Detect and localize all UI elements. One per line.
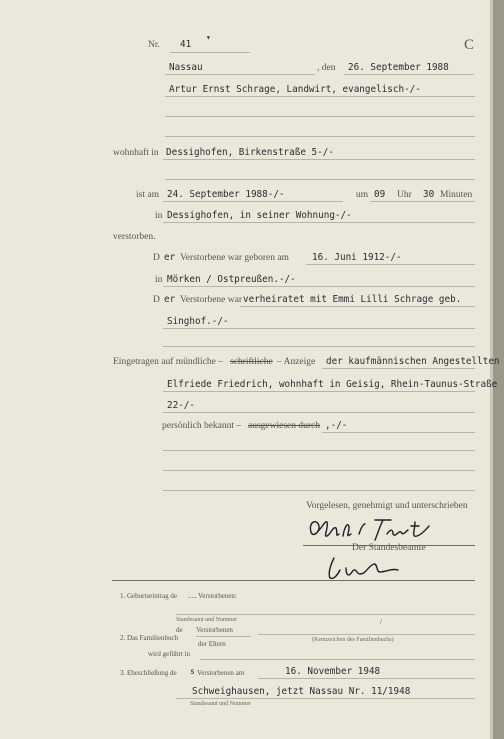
item3-s: s (190, 667, 195, 676)
item3-label: 3. Eheschließung de (120, 669, 177, 677)
residence-value: Dessighofen, Birkenstraße 5-/- (166, 147, 334, 158)
date-underline (344, 74, 474, 75)
um-label: um (356, 190, 369, 200)
official-signature (320, 552, 420, 582)
minuten-label: Minuten (440, 190, 473, 200)
known-underline (322, 432, 475, 433)
registration-label-struck: schriftliche (230, 357, 273, 367)
record-number: 41 (180, 39, 192, 50)
item2-label: 2. Das Familienbuch (120, 634, 179, 642)
death-date-label: ist am (136, 190, 159, 200)
birth-date-underline (306, 264, 475, 265)
informant-line2: Elfriede Friedrich, wohnhaft in Geisig, Rhein-Taunus-Straße (167, 379, 498, 390)
item1-suffix: Verstorbenen: (198, 592, 237, 600)
residence-underline (163, 159, 475, 160)
informant-line1: der kaufmännischen Angestellten (326, 356, 500, 367)
birth-place: Mörken / Ostpreußen.-/- (167, 274, 296, 285)
known-value: ,-/- (325, 420, 348, 431)
official-label: Der Standesbeamte (352, 543, 426, 553)
marriage-value-line2: Singhof.-/- (167, 316, 229, 327)
registration-label-start: Eingetragen auf mündliche – (113, 357, 224, 367)
item2-slash: / (380, 618, 382, 626)
marriage-registration-place: Schweighausen, jetzt Nassau Nr. 11/1948 (192, 686, 411, 697)
deceased-name-line: Artur Ernst Schrage, Landwirt, evangelisch-/- (169, 84, 421, 95)
item2-wird-underline (200, 659, 475, 660)
item2-der-eltern: der Eltern (198, 640, 226, 648)
registration-date: 26. September 1988 (348, 62, 449, 73)
blank-line-2 (163, 470, 475, 471)
name-underline-3 (165, 136, 475, 137)
uhr-label: Uhr (397, 190, 412, 200)
marriage-underline-2 (163, 328, 475, 329)
item2-divider (196, 636, 251, 637)
informant-underline-2 (163, 391, 475, 392)
item3-date-underline (258, 678, 475, 679)
marriage-registration-date: 16. November 1948 (285, 666, 381, 677)
time-underline (370, 201, 475, 202)
item1-label: 1. Geburtseintrag de (120, 592, 177, 600)
item2-underline (258, 634, 475, 635)
registration-label-end: – Anzeige (277, 357, 316, 367)
residence-label: wohnhaft in (113, 148, 159, 158)
read-approved-label: Vorgelesen, genehmigt und unterschrieben (306, 501, 468, 511)
birth-place-in-label: in (155, 275, 163, 285)
item1-dots: ..... (188, 592, 197, 600)
item2-wird: wird geführt in (148, 650, 190, 658)
birth-er-letters: er (164, 252, 176, 263)
binding-strip (493, 0, 504, 739)
marriage-d-letter: D (153, 295, 160, 305)
marriage-label: Verstorbene war (180, 295, 242, 305)
death-minute: 30 (423, 189, 435, 200)
item1-underline (176, 614, 475, 615)
marriage-value-line1: verheiratet mit Emmi Lilli Schrage geb. (243, 294, 462, 305)
death-date-underline (163, 201, 343, 202)
informant-underline-1 (322, 368, 475, 369)
death-date: 24. September 1988-/- (167, 189, 285, 200)
birth-d-letter: D (153, 253, 160, 263)
nr-label: Nr. (148, 40, 160, 50)
informant-underline-3 (163, 412, 475, 413)
item2-verstorbenen: Verstorbenen (196, 626, 233, 634)
tick-mark: ▾ (206, 33, 211, 42)
name-underline-2 (165, 116, 475, 117)
item2-de: de (176, 626, 183, 634)
death-place-in-label: in (155, 211, 163, 221)
blank-line-3 (163, 490, 475, 491)
marriage-er-letters: er (164, 294, 176, 305)
verstorben-label: verstorben. (113, 232, 156, 242)
informant-line3: 22-/- (167, 400, 195, 411)
informant-signature (305, 512, 435, 546)
birth-date: 16. Juni 1912-/- (312, 252, 402, 263)
residence-underline-2 (165, 179, 475, 180)
kennzeichen-label: (Kennzeichen des Familienbuchs) (312, 637, 394, 643)
blank-line-1 (163, 450, 475, 451)
death-place: Dessighofen, in seiner Wohnung-/- (167, 210, 352, 221)
name-underline-1 (165, 96, 475, 97)
den-label: , den (317, 63, 336, 73)
birth-label: Verstorbene war geboren am (180, 253, 289, 263)
nr-underline (170, 52, 250, 53)
marriage-underline-1 (240, 306, 475, 307)
birth-place-underline (163, 286, 475, 287)
death-place-underline (163, 222, 475, 223)
known-struck: ausgewiesen durch (248, 421, 321, 431)
known-label: persönlich bekannt – (162, 421, 242, 431)
place-of-registration: Nassau (169, 62, 203, 73)
item3-place-underline (176, 698, 475, 699)
place-underline (165, 74, 315, 75)
item3-suffix: Verstorbenen am (197, 669, 245, 677)
corner-letter: C (464, 37, 475, 53)
standesamt-nummer-3: Standesamt und Nummer (190, 701, 251, 707)
marriage-underline-3 (163, 346, 475, 347)
death-hour: 09 (374, 189, 386, 200)
footer-separator (112, 580, 475, 581)
standesamt-nummer-1: Standesamt und Nummer (176, 617, 237, 623)
